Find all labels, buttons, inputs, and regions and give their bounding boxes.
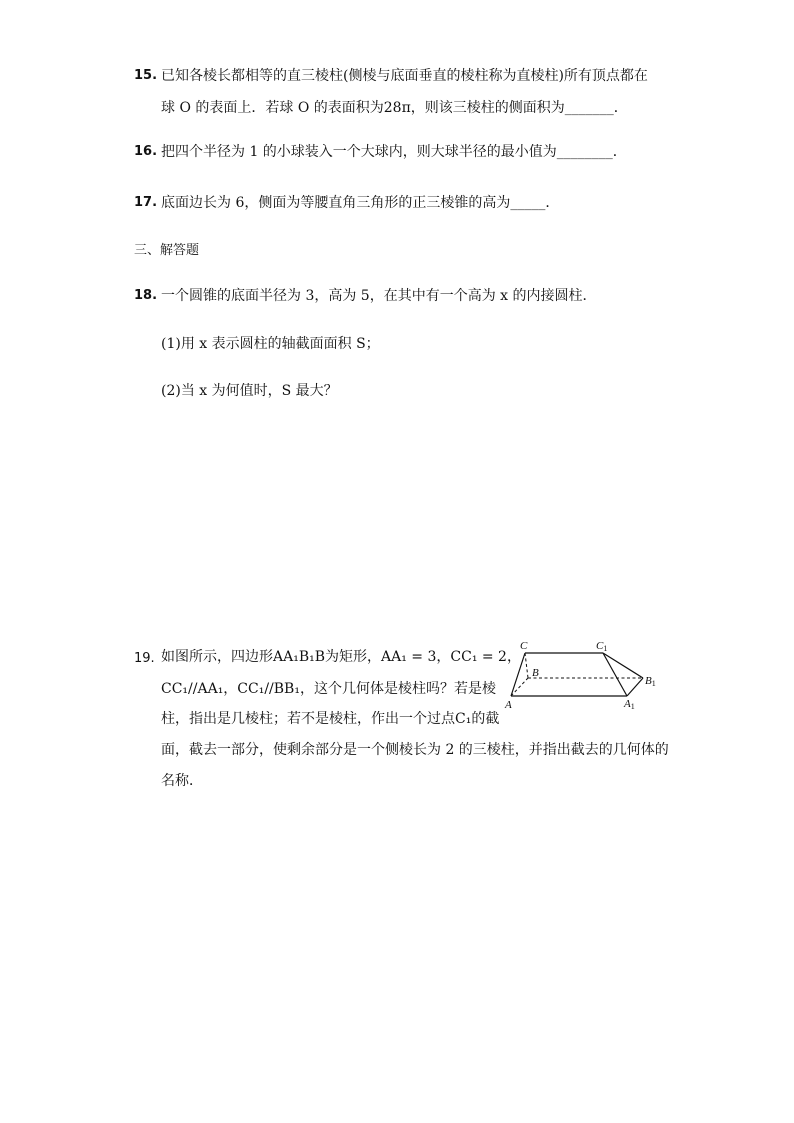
- edge-A1B1: [627, 678, 643, 696]
- label-A1: A1: [624, 698, 635, 711]
- label-B1: B1: [645, 675, 656, 688]
- edge-C1A1: [603, 653, 627, 696]
- q15-line2: 球 O 的表面上．若球 O 的表面积为28π，则该三棱柱的侧面积为_______．: [161, 100, 628, 116]
- q17-number: 17.: [134, 195, 158, 210]
- q19-line5: 名称．: [161, 773, 203, 789]
- q19-line4: 面，截去一部分，使剩余部分是一个侧棱长为 2 的三棱柱，并指出截去的几何体的: [161, 742, 669, 758]
- label-C: C: [520, 640, 528, 652]
- q19-number: 19.: [134, 651, 155, 666]
- q18-sub2: (2)当 x 为何值时，S 最大？: [161, 383, 338, 399]
- q18-sub1: (1)用 x 表示圆柱的轴截面面积 S；: [161, 336, 380, 352]
- q19-line1: 如图所示，四边形AA₁B₁B为矩形，AA₁ = 3，CC₁ = 2，: [161, 649, 521, 665]
- label-C1: C1: [596, 640, 608, 653]
- edge-CA: [511, 653, 525, 696]
- q17-line1: 底面边长为 6，侧面为等腰直角三角形的正三棱锥的高为_____．: [161, 195, 560, 211]
- q18-number: 18.: [134, 288, 158, 303]
- q19-prism-figure: [503, 638, 663, 712]
- q15-number: 15.: [134, 68, 158, 83]
- edge-C1B1: [603, 653, 643, 678]
- q19-line2: CC₁//AA₁，CC₁//BB₁，这个几何体是棱柱吗？若是棱: [161, 681, 496, 697]
- q18-line1: 一个圆锥的底面半径为 3，高为 5，在其中有一个高为 x 的内接圆柱．: [161, 288, 597, 304]
- label-A: A: [505, 699, 512, 711]
- q19-line3: 柱，指出是几棱柱；若不是棱柱，作出一个过点C₁的截: [161, 711, 500, 727]
- section-title: 三、解答题: [134, 243, 200, 258]
- q16-line1: 把四个半径为 1 的小球装入一个大球内，则大球半径的最小值为________．: [161, 144, 627, 160]
- edge-CB-hidden: [525, 653, 528, 678]
- label-B: B: [532, 667, 539, 679]
- q16-number: 16.: [134, 144, 158, 159]
- q15-line1: 已知各棱长都相等的直三棱柱(侧棱与底面垂直的棱柱称为直棱柱)所有顶点都在: [161, 68, 648, 84]
